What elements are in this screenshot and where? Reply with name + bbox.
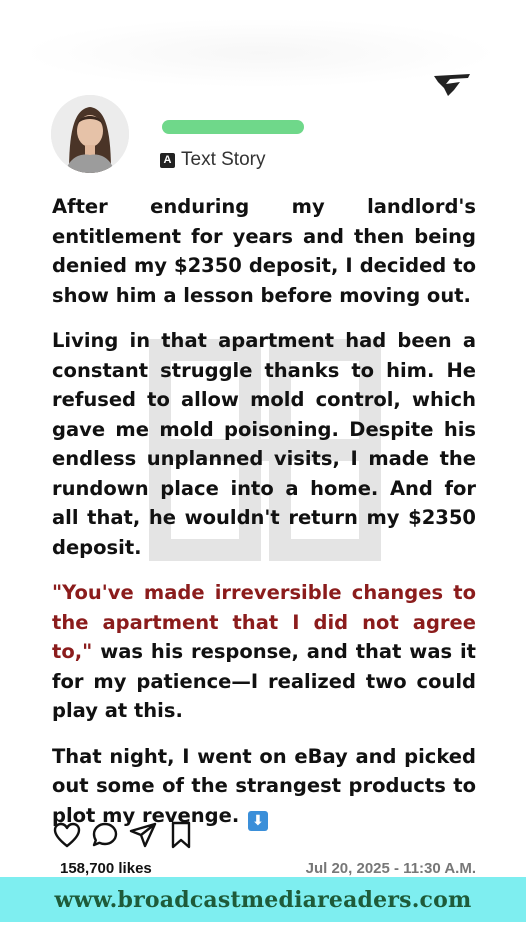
blurred-header-area (20, 18, 500, 88)
corner-logo-mark (430, 70, 474, 98)
avatar-portrait-image (51, 95, 129, 173)
footer-url[interactable]: www.broadcastmediareaders.com (54, 886, 472, 913)
bookmark-icon[interactable] (166, 820, 196, 850)
footer-banner (0, 877, 526, 922)
share-icon[interactable] (128, 820, 158, 850)
post-paragraph-3-text: was his response, and that was it for my patience—I realized two could play at this. (52, 640, 476, 722)
post-actions (52, 820, 196, 850)
post-paragraph-4 (52, 742, 476, 831)
post-date: Jul 20, 2025 - 11:30 A.M. (305, 860, 476, 877)
story-type-text: Text Story (181, 149, 266, 170)
post-paragraph-2: Living in that apartment had been a constant struggle thanks to him. He refused to allow mold control, which gave me mold poisoning. Despite his endless unplanned visits, I made the rundown place into a home. And for all that, he wouldn't return my $2350 deposit. (52, 329, 476, 559)
heart-icon[interactable] (52, 820, 82, 850)
likes-count[interactable]: 158,700 likes (60, 860, 152, 877)
avatar[interactable] (51, 95, 129, 173)
post-paragraph-3 (52, 578, 476, 726)
comment-icon[interactable] (90, 820, 120, 850)
post-paragraph-1: After enduring my landlord's entitlement for years and then being denied my $2350 deposit, I decided to show him a lesson before moving out. (52, 195, 476, 307)
post-paragraph-4-text: That night, I went on eBay and picked out some of the strangest products to plot my revenge. (52, 744, 476, 827)
landlord-quote: "You've made irreversible changes to the apartment that I did not agree to," (52, 581, 476, 663)
post-body (52, 192, 476, 847)
story-type-label (160, 148, 265, 172)
username-redacted[interactable] (162, 120, 304, 134)
down-arrow-emoji-icon: ⬇ (248, 811, 268, 831)
text-story-icon: A (160, 153, 175, 168)
